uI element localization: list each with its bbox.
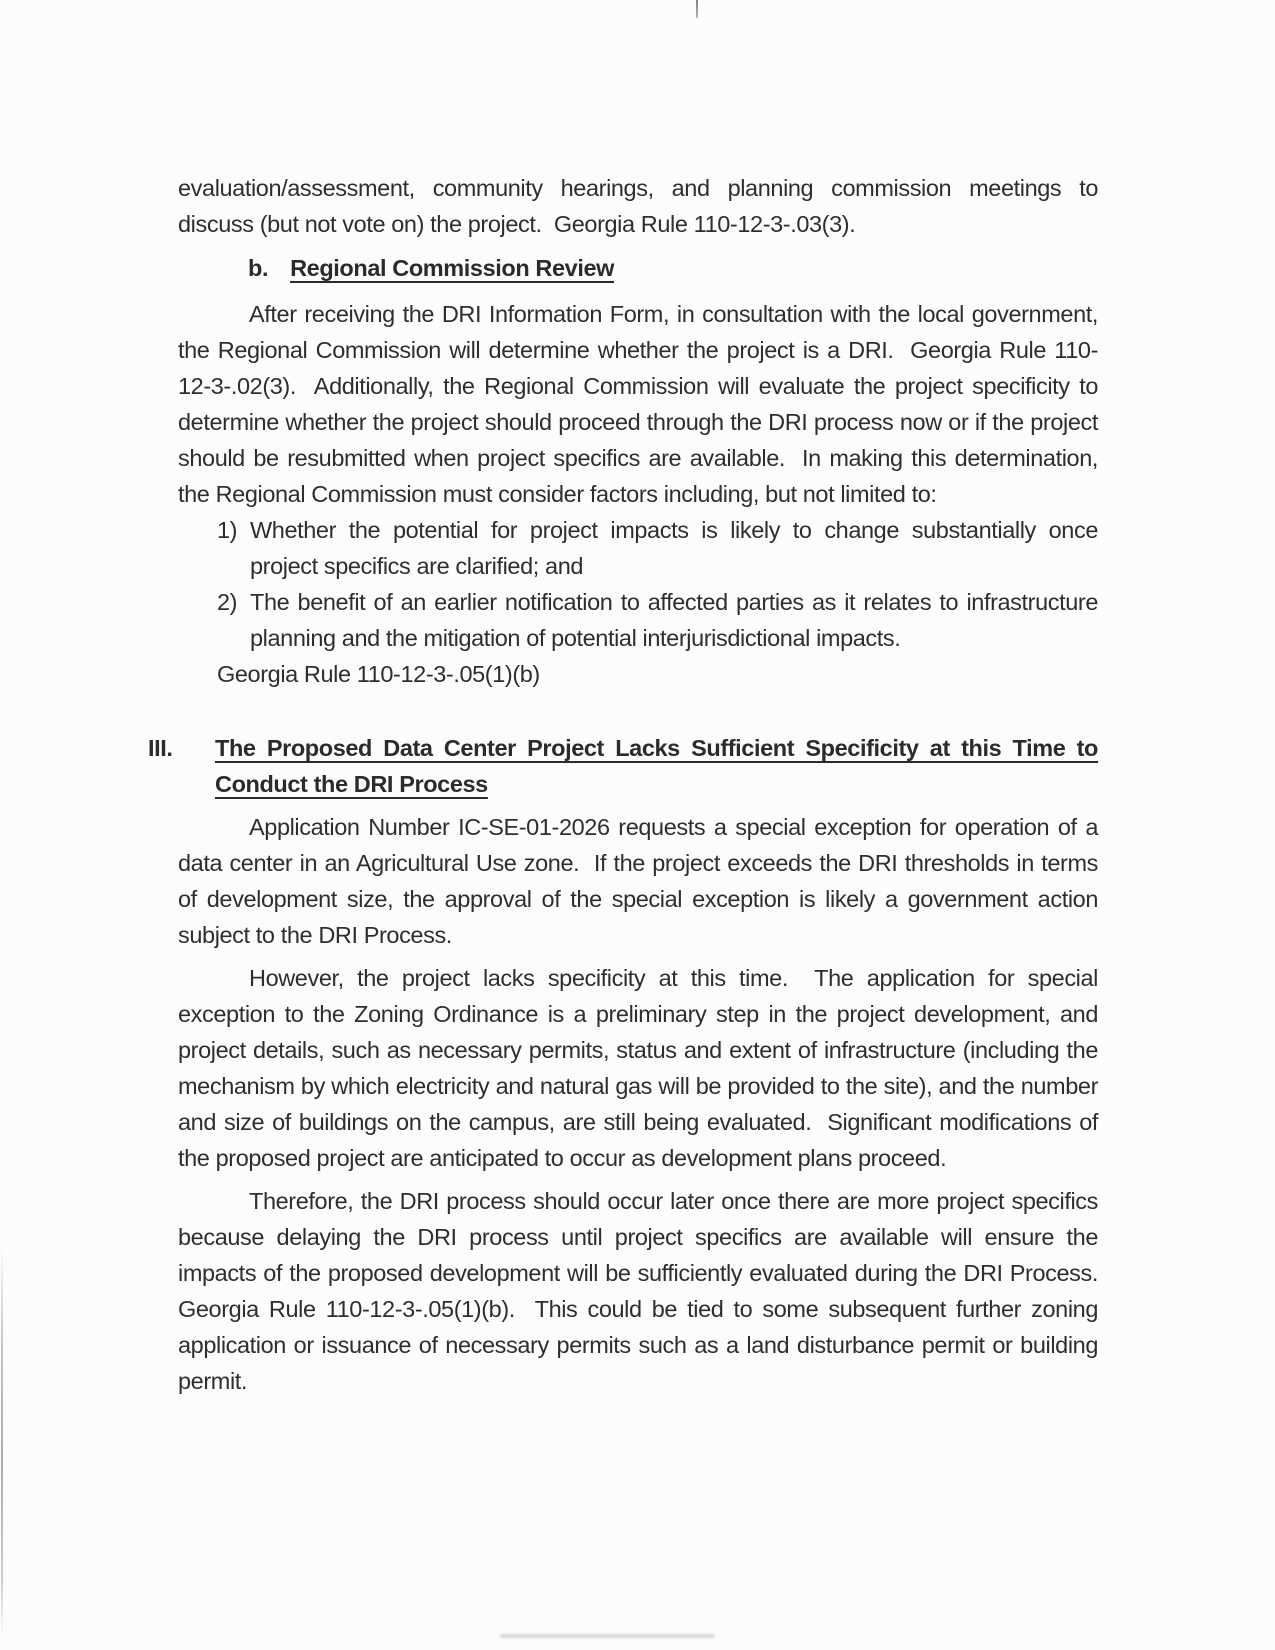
paragraph-application: Application Number IC-SE-01-2026 requests a special exception for operation of a data center in an Agricultural Use zone. If the project exceeds the DRI thresholds in terms of development size, the approval of the special exception is likely a government action subject to the DRI Process. — [178, 814, 1105, 948]
paragraph-commission-review: After receiving the DRI Information Form, in consultation with the local government, the Regional Commission will determine whether the project is a DRI. Georgia Rule 110-12-3-.02(3). Additionally, the Regional Commission will evaluate the project specificity to determine whether the project should proceed through the DRI process now or if the project should be resubmitted when project specifics are available. In making this determination, the Regional Commission must consider factors including, but not limited to: — [178, 301, 1105, 507]
section-title: The Proposed Data Center Project Lacks Sufficient Specificity at this Time to Conduct the DRI Process — [215, 735, 1098, 797]
list-item — [217, 584, 1105, 656]
list-item-text: The benefit of an earlier notification to affected parties as it relates to infrastructure planning and the mitigation of potential interjurisdictional impacts. — [250, 589, 1105, 651]
list-item-number: 1) — [217, 517, 238, 543]
page-content — [148, 170, 1111, 1399]
paragraph-however: However, the project lacks specificity at this time. The application for special exception to the Zoning Ordinance is a preliminary step in the project development, and project details, such as necessary permits, status and extent of infrastructure (including the mechanism by which electricity and natural gas will be provided to the site), and the number and size of buildings on the campus, are still being evaluated. Significant modifications of the proposed project are anticipated to occur as development plans proceed. — [178, 965, 1105, 1171]
section-number: III. — [148, 735, 173, 761]
rule-citation: Georgia Rule 110-12-3-.05(1)(b) — [217, 661, 540, 687]
list-item — [217, 512, 1105, 584]
heading-title: Regional Commission Review — [290, 255, 614, 281]
heading-section-iii — [148, 730, 1098, 802]
paragraph-therefore: Therefore, the DRI process should occur later once there are more project specifics because delaying the DRI process until project specifics are available will ensure the impacts of the proposed development will be sufficiently evaluated during the DRI Process. Georgia Rule 110-12-3-.05(1)(b). This could be tied to some subsequent further zoning application or issuance of necessary permits such as a land disturbance permit or building permit. — [178, 1188, 1111, 1394]
scan-artifact-bottom-smudge — [500, 1634, 715, 1638]
scan-artifact-left-edge-line — [1, 1245, 3, 1637]
heading-letter: b. — [248, 255, 269, 281]
list-item-number: 2) — [217, 589, 238, 615]
scan-artifact-top-tick — [696, 0, 698, 18]
heading-regional-commission-review — [248, 250, 1098, 286]
paragraph-intro: evaluation/assessment, community hearings, and planning commission meetings to discuss (but not vote on) the project. Georgia Rule 110-12-3-.03(3). — [178, 175, 1105, 237]
list-item-text: Whether the potential for project impacts is likely to change substantially once project specifics are clarified; and — [250, 517, 1105, 579]
